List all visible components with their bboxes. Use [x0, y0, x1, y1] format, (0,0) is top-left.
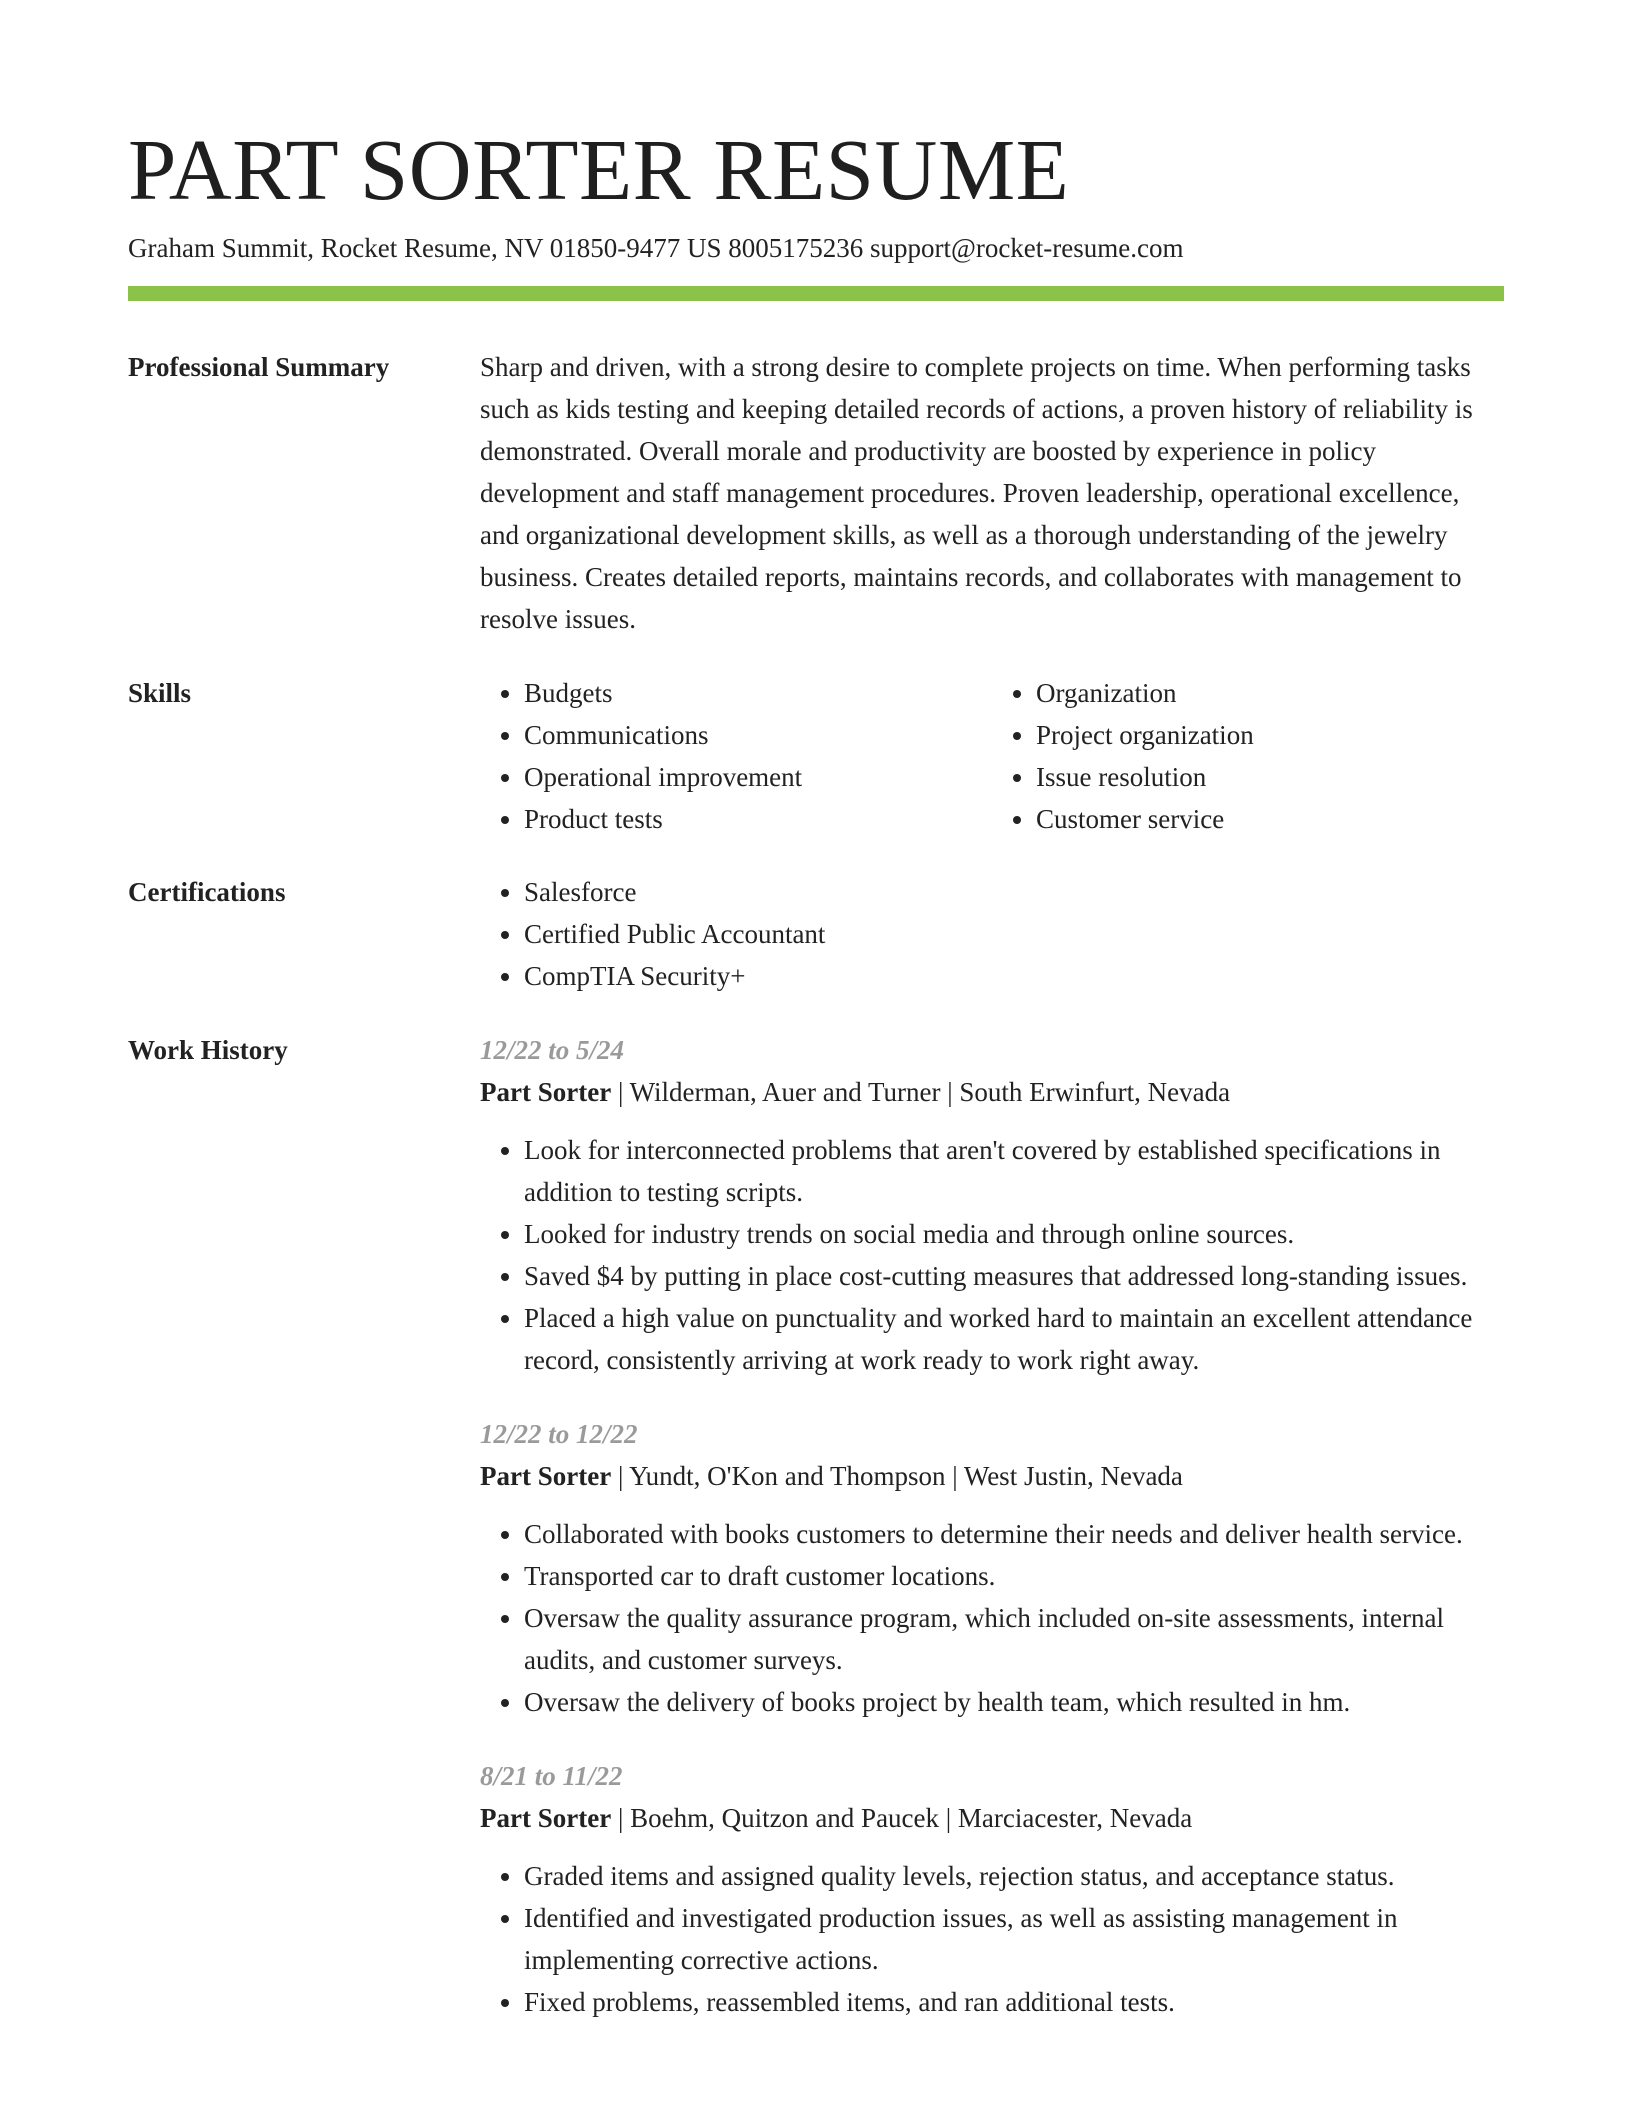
skills-list-left	[480, 672, 992, 840]
skills-label: Skills	[128, 678, 192, 708]
job-entry	[480, 1413, 1504, 1723]
list-item: • Customer service	[1036, 798, 1504, 840]
skills-list-right	[992, 672, 1504, 840]
job-title-line	[480, 1797, 1504, 1839]
job-title-line	[480, 1455, 1504, 1497]
list-item: • Graded items and assigned quality levels, rejection status, and acceptance status.	[524, 1855, 1504, 1897]
certifications-list	[480, 871, 1504, 997]
work-history-label: Work History	[128, 1035, 288, 1065]
work-history-body	[480, 1029, 1504, 2023]
list-item: • Fixed problems, reassembled items, and ran additional tests.	[524, 1981, 1504, 2023]
job-bullets	[480, 1855, 1504, 2023]
list-item: • Project organization	[1036, 714, 1504, 756]
job-role: Part Sorter	[480, 1461, 612, 1491]
list-item: • Organization	[1036, 672, 1504, 714]
list-item: • Looked for industry trends on social media and through online sources.	[524, 1213, 1504, 1255]
list-item: • Product tests	[524, 798, 992, 840]
job-dates: 12/22 to 12/22	[480, 1419, 638, 1449]
list-item: • Operational improvement	[524, 756, 992, 798]
list-item: • Collaborated with books customers to determine their needs and deliver health service.	[524, 1513, 1504, 1555]
certifications-body	[480, 871, 1504, 997]
job-employer-location: | Wilderman, Auer and Turner | South Erwinfurt, Nevada	[611, 1077, 1231, 1107]
contact-email: support@rocket-resume.com	[869, 233, 1184, 263]
accent-divider	[128, 286, 1504, 301]
job-employer-location: | Yundt, O'Kon and Thompson | West Justin, Nevada	[611, 1461, 1183, 1491]
contact-phone: 8005175236	[728, 233, 864, 263]
contact-line	[128, 230, 1184, 266]
resume-title: PART SORTER RESUME	[128, 121, 1070, 218]
list-item: • CompTIA Security+	[524, 955, 1504, 997]
summary-text: Sharp and driven, with a strong desire to complete projects on time. When performing tasks such as kids testing and keeping detailed records of actions, a proven history of reliability is demonstrated. Overall morale and productivity are boosted by experience in policy development and staff management procedures. Proven leadership, operational excellence, and organizational development skills, as well as a thorough understanding of the jewelry business. Creates detailed reports, maintains records, and collaborates with management to resolve issues.	[480, 352, 1473, 634]
list-item: • Placed a high value on punctuality and worked hard to maintain an excellent attendance record, consistently arriving at work ready to work right away.	[524, 1297, 1504, 1381]
list-item: • Look for interconnected problems that aren't covered by established specifications in addition to testing scripts.	[524, 1129, 1504, 1213]
job-entry	[480, 1029, 1504, 1381]
skills-body	[480, 672, 1504, 840]
job-dates: 8/21 to 11/22	[480, 1761, 623, 1791]
list-item: • Issue resolution	[1036, 756, 1504, 798]
summary-label: Professional Summary	[128, 352, 390, 382]
job-role: Part Sorter	[480, 1803, 612, 1833]
list-item: • Saved $4 by putting in place cost-cutting measures that addressed long-standing issues.	[524, 1255, 1504, 1297]
job-bullets	[480, 1513, 1504, 1723]
list-item: • Salesforce	[524, 871, 1504, 913]
job-employer-location: | Boehm, Quitzon and Paucek | Marciacester, Nevada	[611, 1803, 1193, 1833]
list-item: • Oversaw the delivery of books project by health team, which resulted in hm.	[524, 1681, 1504, 1723]
summary-body	[480, 346, 1504, 640]
list-item: • Identified and investigated production issues, as well as assisting management in implementing corrective actions.	[524, 1897, 1504, 1981]
job-title-line	[480, 1071, 1504, 1113]
list-item: • Communications	[524, 714, 992, 756]
list-item: • Oversaw the quality assurance program, which included on-site assessments, internal audits, and customer surveys.	[524, 1597, 1504, 1681]
contact-address: Graham Summit, Rocket Resume, NV 01850-9477 US	[128, 233, 722, 263]
certifications-label: Certifications	[128, 877, 286, 907]
job-dates: 12/22 to 5/24	[480, 1035, 625, 1065]
job-bullets	[480, 1129, 1504, 1381]
job-entry	[480, 1755, 1504, 2023]
list-item: • Certified Public Accountant	[524, 913, 1504, 955]
list-item: • Budgets	[524, 672, 992, 714]
list-item: • Transported car to draft customer locations.	[524, 1555, 1504, 1597]
job-role: Part Sorter	[480, 1077, 612, 1107]
